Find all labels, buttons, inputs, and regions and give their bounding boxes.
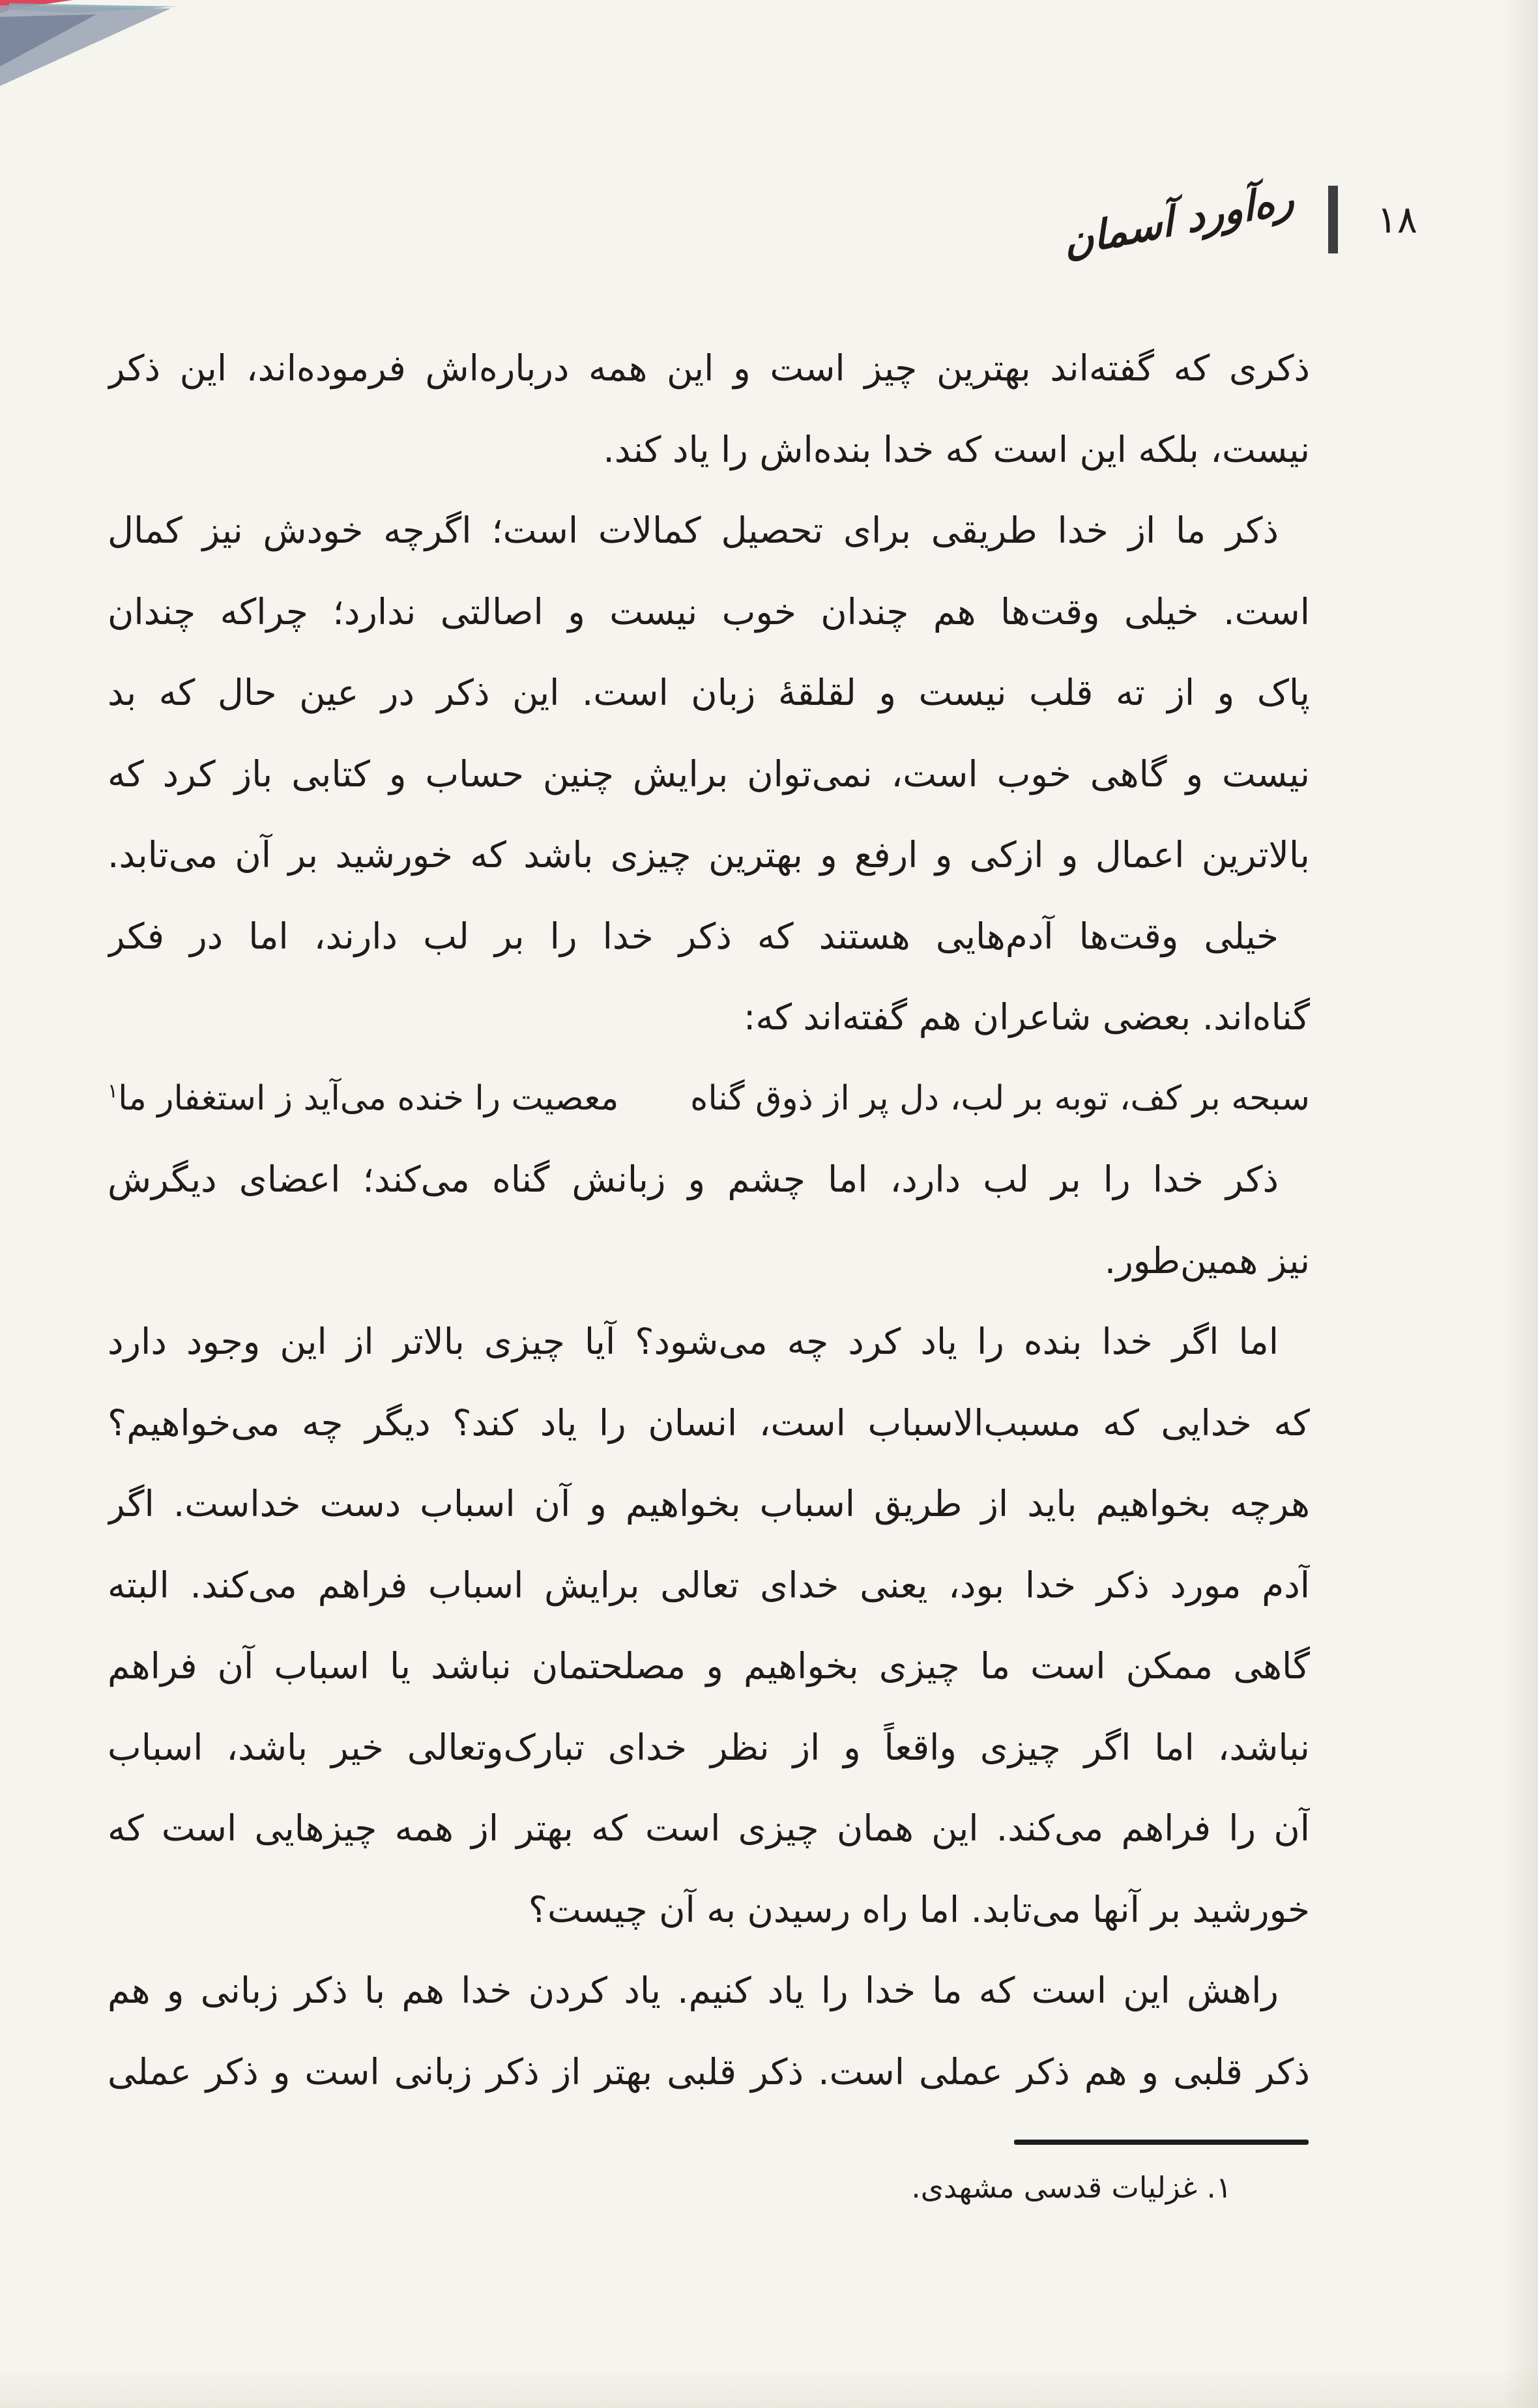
verse-line xyxy=(108,1058,1310,1140)
body-line: خیلی وقت‌ها آدم‌هایی هستند که ذکر خدا را بر لب دارند، اما در فکر xyxy=(108,915,1279,957)
body-line: که خدایی که مسبب‌الاسباب است، انسان را یاد کند؟ دیگر چه می‌خواهیم؟ xyxy=(108,1401,1310,1444)
body-line: خورشید بر آنها می‌تابد. اما راه رسیدن به آن چیست؟ xyxy=(528,1888,1310,1930)
body-line: ذکر قلبی و هم ذکر عملی است. ذکر قلبی بهتر از ذکر زبانی است و ذکر عملی xyxy=(108,2050,1310,2093)
verse-hemistich-left-text: معصیت را خنده می‌آید ز استغفار ما xyxy=(118,1078,619,1118)
page-edge-shading-bottom xyxy=(0,2369,1538,2408)
body-line: است. خیلی وقت‌ها هم چندان خوب نیست و اصالتی ندارد؛ چراکه چندان xyxy=(108,590,1310,633)
page-header xyxy=(1062,164,1417,275)
body-line: نباشد، اما اگر چیزی واقعاً و از نظر خدای تبارک‌وتعالی خیر باشد، اسباب xyxy=(108,1726,1310,1768)
verse-hemistich-left xyxy=(108,1058,618,1140)
page-number: ۱۸ xyxy=(1376,197,1417,242)
footnote-marker: ۱ xyxy=(108,1080,119,1103)
footnote-separator-rule xyxy=(1014,2140,1309,2145)
scan-corner-artifact xyxy=(0,0,196,98)
body-line: آدم مورد ذکر خدا بود، یعنی خدای تعالی برایش اسباب فراهم می‌کند. البته xyxy=(108,1564,1310,1606)
book-title: ره‌آورد آسمان xyxy=(1062,173,1296,266)
body-line: نیز همین‌طور. xyxy=(1104,1239,1310,1282)
body-line: نیست و گاهی خوب است، نمی‌توان برایش چنین حساب و کتابی باز کرد که xyxy=(108,752,1310,795)
body-lines-before-verse xyxy=(108,328,1310,1058)
body-line: اما اگر خدا بنده را یاد کرد چه می‌شود؟ آیا چیزی بالاتر از این وجود دارد xyxy=(108,1321,1279,1362)
body-lines-after-verse xyxy=(108,1139,1310,2112)
body-line: نیست، بلکه این است که خدا بنده‌اش را یاد کند. xyxy=(603,428,1310,470)
page-edge-shading-right xyxy=(1502,0,1538,2408)
body-line: گناه‌اند. بعضی شاعران هم گفته‌اند که: xyxy=(743,996,1310,1038)
body-line: آن را فراهم می‌کند. این همان چیزی است که بهتر از همه چیزهایی است که xyxy=(108,1807,1310,1849)
header-divider-bar xyxy=(1328,186,1338,253)
body-line: گاهی ممکن است ما چیزی بخواهیم و مصلحتمان نباشد یا اسباب آن فراهم xyxy=(108,1645,1310,1687)
body-line: بالاترین اعمال و ازکی و ارفع و بهترین چیزی باشد که خورشید بر آن می‌تابد. xyxy=(108,834,1310,876)
body-line: ذکر خدا را بر لب دارد، اما چشم و زبانش گناه می‌کند؛ اعضای دیگرش xyxy=(108,1158,1279,1200)
body-line: پاک و از ته قلب نیست و لقلقهٔ زبان است. این ذکر در عین حال که بد xyxy=(108,672,1310,713)
verse-hemistich-right: سبحه بر کف، توبه بر لب، دل پر از ذوق گناه xyxy=(690,1078,1310,1118)
body-text xyxy=(108,328,1310,2112)
footnote-text: ۱. غزلیات قدسی مشهدی. xyxy=(911,2170,1232,2205)
body-line: راهش این است که ما خدا را یاد کنیم. یاد کردن خدا هم با ذکر زبانی و هم xyxy=(108,1970,1279,2011)
body-line: ذکر ما از خدا طریقی برای تحصیل کمالات است؛ اگرچه خودش نیز کمال xyxy=(108,509,1279,551)
body-line: ذکری که گفته‌اند بهترین چیز است و این همه درباره‌اش فرموده‌اند، این ذکر xyxy=(108,347,1310,389)
body-line: هرچه بخواهیم باید از طریق اسباب بخواهیم و آن اسباب دست خداست. اگر xyxy=(108,1483,1310,1525)
